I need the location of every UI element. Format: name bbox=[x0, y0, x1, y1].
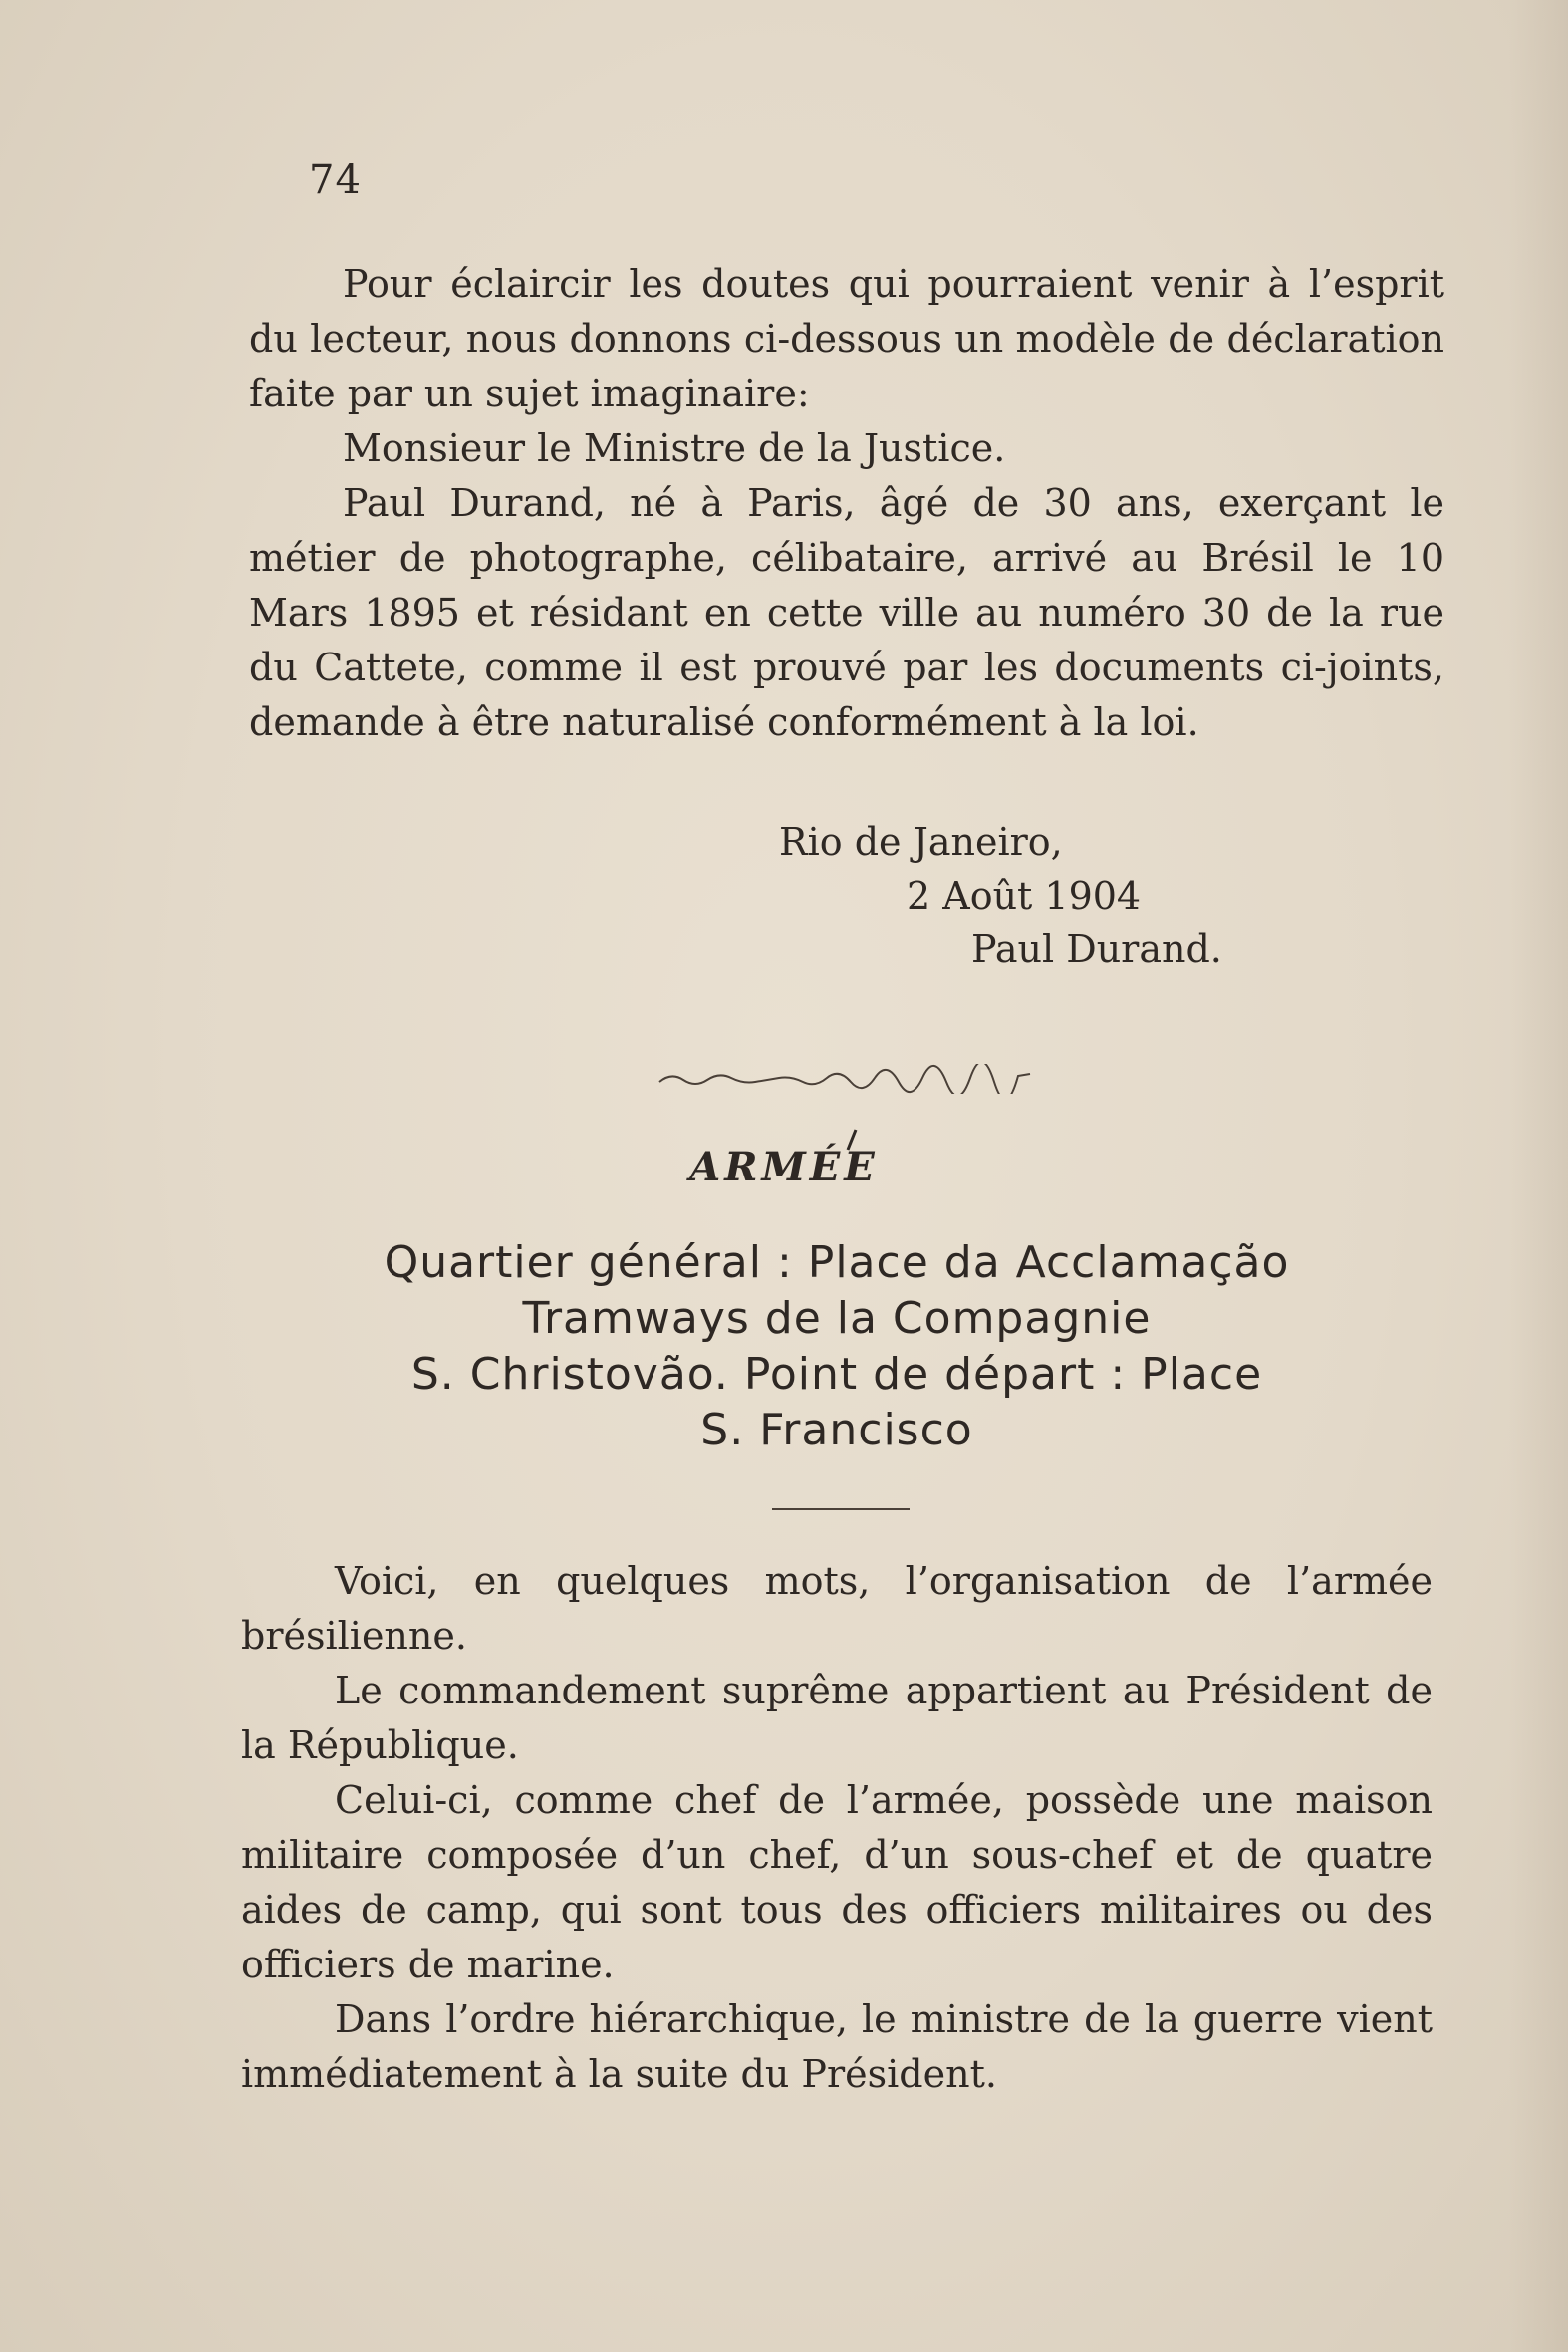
section-title: ARMÉE bbox=[689, 1144, 879, 1190]
army-organisation-text bbox=[241, 1554, 1433, 2102]
body-paragraph: Le commandement suprême appartient au Président de la République. bbox=[241, 1669, 1433, 1767]
signature-date: 2 Août 1904 bbox=[907, 874, 1142, 917]
declaration-paragraph: Paul Durand, né à Paris, âgé de 30 ans, exerçant le métier de photographe, célibataire, arrivé au Brésil le 10 Mars 1895 et résidant en cette ville au numéro 30 de la rue du Cattete, comme il est prouvé par les documents ci-joints, demande à être naturalisé conformément à la loi. bbox=[249, 481, 1444, 744]
intro-paragraph: Pour éclaircir les doutes qui pourraient venir à l’esprit du lecteur, nous donnons ci-dessous un modèle de déclaration faite par un sujet imaginaire: bbox=[249, 262, 1444, 415]
body-paragraph: Celui-ci, comme chef de l’armée, possède une maison militaire composée d’un chef, d’un sous-chef et de quatre aides de camp, qui sont tous des officiers militaires ou des officiers de marine. bbox=[241, 1778, 1433, 1986]
body-paragraph: Voici, en quelques mots, l’organisation de l’armée brésilienne. bbox=[241, 1559, 1433, 1658]
body-paragraph: Dans l’ordre hiérarchique, le ministre de la guerre vient immédiatement à la suite du Président. bbox=[241, 1997, 1433, 2096]
signature-city: Rio de Janeiro, bbox=[779, 820, 1063, 864]
wavy-divider-ornament bbox=[657, 1064, 1036, 1094]
signature-name: Paul Durand. bbox=[971, 927, 1222, 971]
headquarters-line: Quartier général : Place da Acclamação bbox=[384, 1237, 1290, 1288]
headquarters-line: S. Christovão. Point de départ : Place bbox=[410, 1349, 1263, 1400]
declaration-model-text bbox=[249, 257, 1444, 750]
horizontal-rule bbox=[772, 1508, 910, 1510]
headquarters-info bbox=[259, 1235, 1415, 1458]
headquarters-line: Tramways de la Compagnie bbox=[522, 1293, 1152, 1344]
page-number: 74 bbox=[309, 157, 362, 203]
headquarters-line: S. Francisco bbox=[700, 1405, 973, 1455]
salutation-line: Monsieur le Ministre de la Justice. bbox=[343, 426, 1006, 470]
